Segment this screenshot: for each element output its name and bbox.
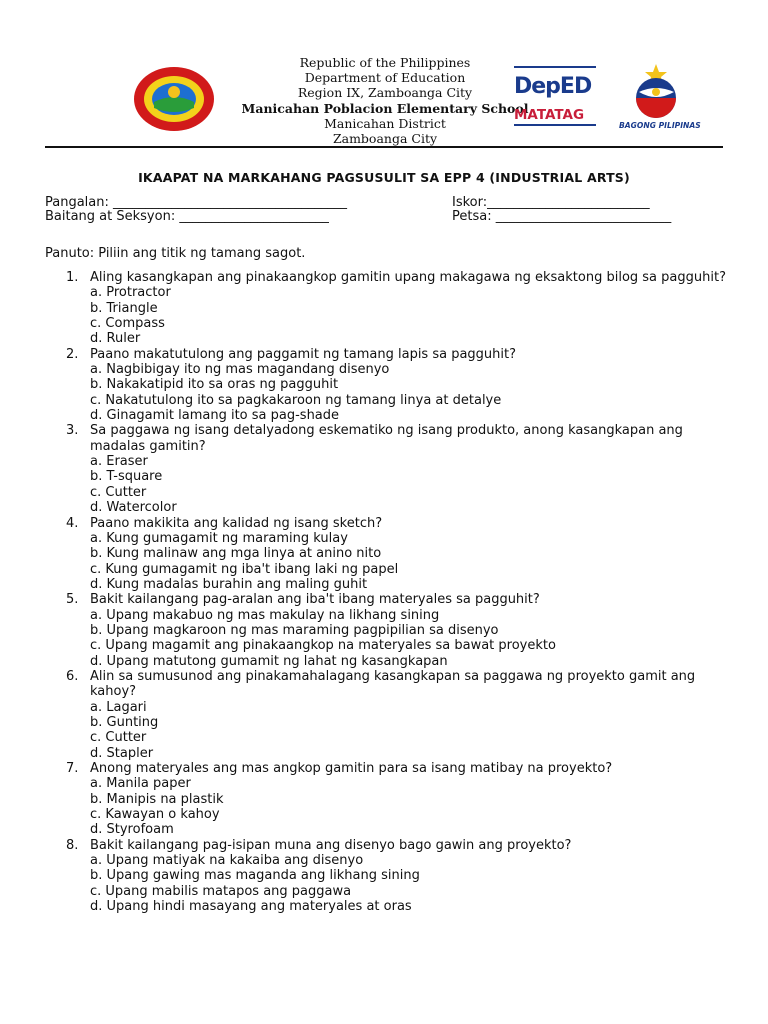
question-5 <box>66 592 726 669</box>
choice-d: d. Upang hindi masayang ang materyales at oras <box>90 899 412 915</box>
question-text: Paano makikita ang kalidad ng isang sketch? <box>90 515 383 531</box>
question-list <box>66 270 726 914</box>
choice-d: d. Stapler <box>90 745 154 761</box>
choice-d: d. Ginagamit lamang ito sa pag-shade <box>90 408 340 424</box>
choice-b: b. Nakakatipid ito sa oras ng pagguhit <box>90 377 339 393</box>
header-city: Zamboanga City <box>332 131 438 147</box>
question-6 <box>66 669 726 761</box>
score-field: Iskor:_________________________ <box>452 195 650 210</box>
question-8 <box>66 838 726 915</box>
question-2 <box>66 347 726 424</box>
choice-a: a. Nagbibigay ito ng mas magandang disenyo <box>90 362 390 378</box>
choice-b: b. Gunting <box>90 714 159 730</box>
choice-a: a. Upang matiyak na kakaiba ang disenyo <box>90 853 364 869</box>
question-number: 4. <box>66 515 79 531</box>
choice-c: c. Kawayan o kahoy <box>90 807 220 823</box>
question-number: 1. <box>66 270 79 285</box>
choice-b: b. Upang magkaroon ng mas maraming pagpipilian sa disenyo <box>90 622 499 638</box>
choice-d: d. Styrofoam <box>90 822 174 838</box>
question-number: 7. <box>66 761 79 776</box>
choice-b: b. Manipis na plastik <box>90 791 224 807</box>
deped-logo-text: DepED <box>514 74 592 99</box>
choice-c: c. Upang mabilis matapos ang paggawa <box>90 883 352 899</box>
question-4 <box>66 516 726 593</box>
question-3 <box>66 423 726 515</box>
deped-matatag-logo <box>514 66 598 132</box>
choice-b: b. Triangle <box>90 300 158 316</box>
choice-c: c. Upang magamit ang pinakaangkop na materyales sa bawat proyekto <box>90 638 556 654</box>
choice-c: c. Nakatutulong ito sa pagkakaroon ng tamang linya at detalye <box>90 392 502 408</box>
question-7 <box>66 761 726 838</box>
question-text: Paano makatutulong ang paggamit ng tamang lapis sa pagguhit? <box>90 346 517 362</box>
question-text: Aling kasangkapan ang pinakaangkop gamitin upang makagawa ng eksaktong bilog sa pagguhit? <box>90 270 726 285</box>
header-department: Department of Education <box>304 70 466 86</box>
question-1 <box>66 270 726 347</box>
matatag-logo-text: MATATAG <box>514 107 585 123</box>
header-divider <box>45 146 723 148</box>
choice-c: c. Kung gumagamit ng iba't ibang laki ng papel <box>90 561 399 577</box>
instructions: Panuto: Piliin ang titik ng tamang sagot. <box>45 246 306 261</box>
question-number: 6. <box>66 668 79 684</box>
exam-title: IKAAPAT NA MARKAHANG PAGSUSULIT SA EPP 4 (INDUSTRIAL ARTS) <box>138 170 630 185</box>
choice-b: b. Upang gawing mas maganda ang likhang sining <box>90 868 420 884</box>
choice-a: a. Kung gumagamit ng maraming kulay <box>90 530 348 546</box>
choice-a: a. Manila paper <box>90 776 191 792</box>
question-text: Bakit kailangang pag-isipan muna ang disenyo bago gawin ang proyekto? <box>90 837 572 853</box>
question-text: Bakit kailangang pag-aralan ang iba't ibang materyales sa pagguhit? <box>90 592 540 608</box>
choice-c: c. Cutter <box>90 730 147 746</box>
section-field: Baitang at Seksyon: _______________________ <box>45 209 329 224</box>
choice-a: a. Lagari <box>90 699 147 715</box>
header-republic: Republic of the Philippines <box>299 55 471 70</box>
date-field: Petsa: ___________________________ <box>452 209 672 224</box>
question-number: 8. <box>66 837 79 853</box>
question-number: 2. <box>66 346 79 362</box>
choice-d: d. Kung madalas burahin ang maling guhit <box>90 576 368 592</box>
choice-a: a. Eraser <box>90 454 148 470</box>
choice-c: c. Compass <box>90 316 165 332</box>
choice-b: b. T-square <box>90 469 163 485</box>
question-text: Alin sa sumusunod ang pinakamahalagang kasangkapan sa paggawa ng proyekto gamit ang kahoy? <box>90 668 696 700</box>
header-school-name: Manicahan Poblacion Elementary School <box>241 100 529 116</box>
question-text: Anong materyales ang mas angkop gamitin para sa isang matibay na proyekto? <box>90 761 613 776</box>
choice-d: d. Watercolor <box>90 500 177 516</box>
bagong-pilipinas-logo <box>614 62 701 132</box>
question-number: 5. <box>66 592 79 608</box>
header-region: Region IX, Zamboanga City <box>297 85 473 101</box>
choice-a: a. Upang makabuo ng mas makulay na likhang sining <box>90 607 440 623</box>
name-field: Pangalan: ____________________________________ <box>45 195 348 210</box>
choice-d: d. Upang matutong gumamit ng lahat ng kasangkapan <box>90 653 448 669</box>
header-district: Manicahan District <box>324 115 446 131</box>
question-number: 3. <box>66 423 79 439</box>
bagong-pilipinas-text: BAGONG PILIPINAS <box>619 121 701 130</box>
choice-c: c. Cutter <box>90 484 147 500</box>
choice-d: d. Ruler <box>90 331 141 347</box>
choice-a: a. Protractor <box>90 285 171 301</box>
choice-b: b. Kung malinaw ang mga linya at anino nito <box>90 546 382 562</box>
question-text: Sa paggawa ng isang detalyadong eskematiko ng isang produkto, anong kasangkapan ang madalas gamitin? <box>90 423 683 454</box>
